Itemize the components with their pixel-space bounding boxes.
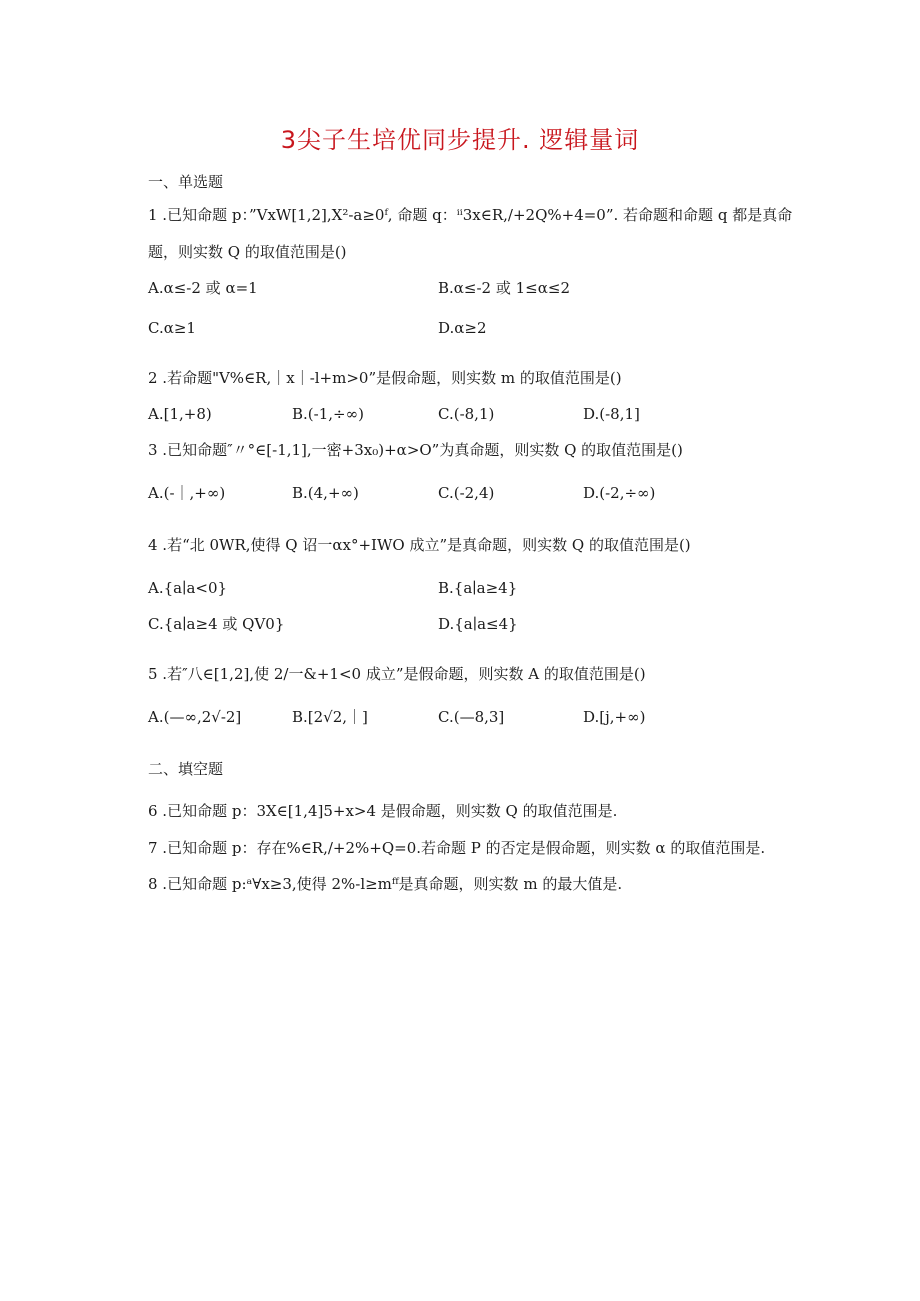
- question-4-text: 4 .若“北 0WR,使得 Q 诏一αx°+IWO 成立”是真命题，则实数 Q 的取值范围是(): [148, 536, 691, 554]
- question-5-option-d: D.[j,+∞): [583, 708, 646, 726]
- question-5-option-b: B.[2√2,｜]: [292, 708, 368, 726]
- question-4-option-d: D.{a∣a≤4}: [438, 615, 518, 633]
- question-1-option-c: C.α≥1: [148, 319, 196, 337]
- question-2-option-b: B.(-1,÷∞): [292, 405, 364, 423]
- question-3-option-a: A.(-｜,+∞): [148, 484, 226, 502]
- question-4-option-c: C.{a∣a≥4 或 QV0}: [148, 615, 285, 633]
- question-7-text: 7 .已知命题 p：存在%∈R,/+2%+Q=0.若命题 P 的否定是假命题，则实数 α 的取值范围是.: [148, 839, 766, 857]
- question-5-option-a: A.(—∞,2√-2]: [148, 708, 242, 726]
- question-1-line-1: 1 .已知命题 p：”VxW[1,2],X²-a≥0ᶠ, 命题 q：ⁱⁱ3x∈R,/+2Q%+4=0”. 若命题和命题 q 都是真命: [148, 206, 793, 224]
- document-title: 3尖子生培优同步提升. 逻辑量词: [280, 126, 640, 154]
- section-heading-single-choice: 一、单选题: [148, 173, 224, 191]
- question-4-option-b: B.{a∣a≥4}: [438, 579, 518, 597]
- question-1-line-2: 题，则实数 Q 的取值范围是(): [148, 243, 347, 261]
- question-4-option-a: A.{a∣a<0}: [148, 579, 228, 597]
- question-2-option-a: A.[1,+8): [148, 405, 212, 423]
- question-2-option-d: D.(-8,1]: [583, 405, 640, 423]
- question-3-text: 3 .已知命题″〃°∈[-1,1],一密+3x₀)+α>O”为真命题，则实数 Q 的取值范围是(): [148, 441, 683, 459]
- question-1-option-d: D.α≥2: [438, 319, 487, 337]
- question-5-text: 5 .若″八∈[1,2],使 2/一&+1<0 成立”是假命题，则实数 A 的取值范围是(): [148, 665, 646, 683]
- question-2-option-c: C.(-8,1): [438, 405, 495, 423]
- question-3-option-b: B.(4,+∞): [292, 484, 359, 502]
- question-1-option-b: B.α≤-2 或 1≤α≤2: [438, 279, 570, 297]
- question-3-option-c: C.(-2,4): [438, 484, 495, 502]
- question-2-text: 2 .若命题"V%∈R,｜x｜-l+m>0”是假命题，则实数 m 的取值范围是(): [148, 369, 622, 387]
- section-heading-fill-blank: 二、填空题: [148, 760, 224, 778]
- question-5-option-c: C.(—8,3]: [438, 708, 505, 726]
- question-8-text: 8 .已知命题 p:ᵃ∀x≥3,使得 2%-l≥mᶠᶠ是真命题，则实数 m 的最大值是.: [148, 875, 623, 893]
- question-3-option-d: D.(-2,÷∞): [583, 484, 656, 502]
- question-6-text: 6 .已知命题 p：3X∈[1,4]5+x>4 是假命题，则实数 Q 的取值范围是.: [148, 802, 618, 820]
- question-1-option-a: A.α≤-2 或 α=1: [148, 279, 258, 297]
